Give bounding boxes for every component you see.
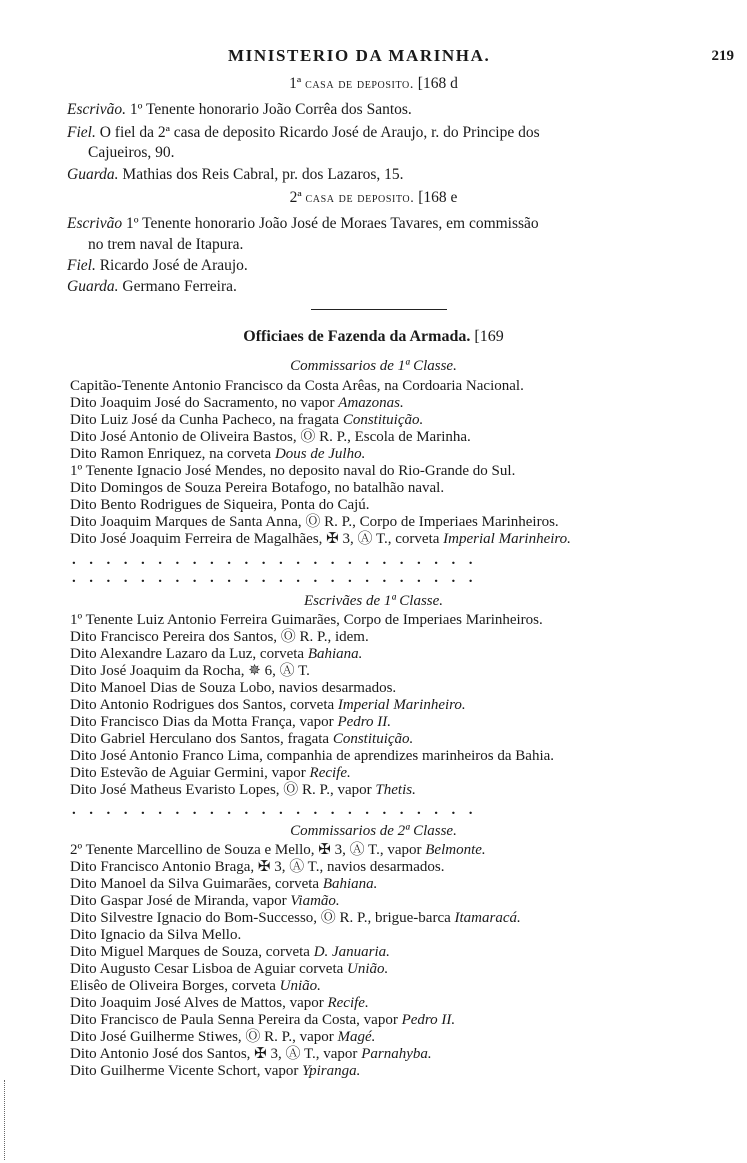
list-item: [70, 910, 521, 927]
subheading-commissarios-1: Commissarios de 1ª Classe.: [290, 358, 457, 374]
item-text: Dito José Joaquim Ferreira de Magalhães, ✠ 3, Ⓐ T., corveta: [70, 531, 444, 547]
list-item: [70, 978, 321, 995]
list-item: Capitão-Tenente Antonio Francisco da Costa Arêas, na Cordoaria Nacional.: [70, 378, 524, 394]
entry-escrivao: [67, 101, 412, 118]
list-item: [70, 714, 391, 731]
list-item: [70, 1063, 360, 1080]
role-label: Guarda.: [67, 278, 119, 295]
list-item: [70, 395, 404, 412]
item-text: Dito Francisco de Paula Senna Pereira da Costa, vapor: [70, 1012, 402, 1028]
ship-name: D. Januaria.: [313, 944, 390, 960]
subheading-escrivaes-1: Escrivães de 1ª Classe.: [303, 593, 444, 609]
main-section-title: [0, 328, 747, 345]
heading-text: casa de deposito.: [305, 191, 415, 206]
heading-text: casa de deposito.: [305, 77, 414, 92]
item-text: Dito Ramon Enriquez, na corveta: [70, 446, 275, 462]
ship-name: Recife.: [309, 765, 351, 781]
ship-name: Itamaracá.: [454, 910, 521, 926]
ship-name: Constituição.: [342, 412, 424, 428]
ship-name: Viamão.: [290, 893, 340, 909]
ship-name: Imperial Marinheiro.: [443, 531, 571, 547]
item-text: Dito Joaquim José Alves de Mattos, vapor: [70, 995, 328, 1011]
item-text: Dito Gaspar José de Miranda, vapor: [70, 893, 291, 909]
section-heading-casa-2: [0, 189, 747, 207]
heading-ref: [168 d: [413, 75, 458, 92]
ship-name: Thetis.: [375, 782, 416, 798]
role-label: Escrivão: [67, 215, 123, 232]
entry-text: 1º Tenente honorario João Corrêa dos Santos.: [125, 101, 412, 118]
ship-name: Pedro II.: [401, 1012, 456, 1028]
entry-fiel: [67, 124, 540, 141]
entry-guarda: [67, 166, 404, 183]
entry-text: Mathias dos Reis Cabral, pr. dos Lazaros, 15.: [118, 166, 404, 183]
heading-ref: [168 e: [414, 189, 458, 206]
heading-ordinal: 1ª: [289, 75, 306, 92]
item-text: Dito José Guilherme Stiwes, Ⓞ R. P., vapor: [70, 1029, 338, 1045]
list-item: [70, 531, 571, 548]
item-text: Dito Luiz José da Cunha Pacheco, na fragata: [70, 412, 343, 428]
list-item: [70, 446, 365, 463]
role-label: Fiel.: [67, 257, 96, 274]
list-item: [70, 1046, 432, 1063]
list-item: Dito Domingos de Souza Pereira Botafogo, no batalhão naval.: [70, 480, 445, 496]
ship-name: Imperial Marinheiro.: [337, 697, 466, 713]
list-item: [70, 944, 390, 961]
list-item: [70, 412, 423, 429]
item-text: Dito Antonio Rodrigues dos Santos, corveta: [70, 697, 338, 713]
entry-text: 1º Tenente honorario João José de Moraes Tavares, em commissão: [122, 215, 539, 232]
section-heading-casa-1: [0, 75, 747, 93]
list-item: [70, 876, 377, 893]
list-item: Dito Francisco Pereira dos Santos, Ⓞ R. P., idem.: [70, 629, 369, 645]
list-item: [70, 893, 340, 910]
list-item: [70, 961, 388, 978]
list-item: [70, 842, 486, 859]
ship-name: União.: [347, 961, 389, 977]
list-item: Dito Ignacio da Silva Mello.: [70, 927, 242, 943]
entry-escrivao-cont: no trem naval de Itapura.: [88, 236, 244, 253]
page-number: 219: [711, 48, 734, 64]
entry-fiel: [67, 257, 248, 274]
item-text: Dito Joaquim José do Sacramento, no vapor: [70, 395, 339, 411]
role-label: Fiel.: [67, 124, 96, 141]
main-title-ref: [169: [470, 328, 504, 345]
item-text: Dito José Matheus Evaristo Lopes, Ⓞ R. P., vapor: [70, 782, 376, 798]
entry-text: Germano Ferreira.: [118, 278, 237, 295]
ship-name: Magé.: [337, 1029, 376, 1045]
ship-name: Amazonas.: [338, 395, 404, 411]
ship-name: Bahiana.: [307, 646, 363, 662]
item-text: Dito Miguel Marques de Souza, corveta: [70, 944, 314, 960]
list-item: [70, 646, 362, 663]
ship-name: Belmonte.: [425, 842, 486, 858]
list-item: [70, 995, 369, 1012]
list-item: Dito José Joaquim da Rocha, ✵ 6, Ⓐ T.: [70, 663, 310, 679]
list-item: Dito José Antonio Franco Lima, companhia de aprendizes marinheiros da Bahia.: [70, 748, 555, 764]
item-text: Elisêo de Oliveira Borges, corveta: [70, 978, 280, 994]
subheading-commissarios-2: Commissarios de 2ª Classe.: [290, 823, 457, 839]
list-item: 1º Tenente Ignacio José Mendes, no deposito naval do Rio-Grande do Sul.: [70, 463, 516, 479]
list-item: Dito Manoel Dias de Souza Lobo, navios desarmados.: [70, 680, 397, 696]
binding-margin-mark: [4, 1080, 5, 1160]
section-divider: [311, 309, 447, 310]
entry-text: Ricardo José de Araujo.: [95, 257, 248, 274]
item-text: Dito Manoel da Silva Guimarães, corveta: [70, 876, 323, 892]
entry-text: O fiel da 2ª casa de deposito Ricardo José de Araujo, r. do Principe dos: [95, 124, 540, 141]
item-text: Dito Francisco Dias da Motta França, vapor: [70, 714, 338, 730]
main-title-text: Officiaes de Fazenda da Armada.: [243, 328, 471, 345]
entry-fiel-cont: Cajueiros, 90.: [88, 144, 175, 161]
ship-name: Ypiranga.: [302, 1063, 361, 1079]
list-item: [70, 782, 416, 799]
list-item: Dito José Antonio de Oliveira Bastos, Ⓞ R. P., Escola de Marinha.: [70, 429, 471, 445]
item-text: Dito Estevão de Aguiar Germini, vapor: [70, 765, 310, 781]
item-text: 2º Tenente Marcellino de Souza e Mello, ✠ 3, Ⓐ T., vapor: [70, 842, 426, 858]
ship-name: Recife.: [327, 995, 369, 1011]
list-item: [70, 697, 466, 714]
ship-name: Dous de Julho.: [274, 446, 366, 462]
ship-name: Constituição.: [332, 731, 414, 747]
role-label: Escrivão.: [67, 101, 126, 118]
ship-name: Parnahyba.: [361, 1046, 432, 1062]
item-text: Dito Antonio José dos Santos, ✠ 3, Ⓐ T., vapor: [70, 1046, 362, 1062]
ellipsis-row: ........................: [72, 570, 486, 586]
ship-name: Pedro II.: [337, 714, 392, 730]
list-item: [70, 765, 351, 782]
heading-ordinal: 2ª: [289, 189, 306, 206]
ship-name: Bahiana.: [322, 876, 378, 892]
list-item: [70, 731, 413, 748]
list-item: Dito Joaquim Marques de Santa Anna, Ⓞ R. P., Corpo de Imperiaes Marinheiros.: [70, 514, 559, 530]
list-item: [70, 1012, 455, 1029]
item-text: Dito Alexandre Lazaro da Luz, corveta: [70, 646, 308, 662]
running-title: MINISTERIO DA MARINHA.: [228, 46, 491, 65]
item-text: Dito Guilherme Vicente Schort, vapor: [70, 1063, 303, 1079]
list-item: 1º Tenente Luiz Antonio Ferreira Guimarães, Corpo de Imperiaes Marinheiros.: [70, 612, 543, 628]
list-item: [70, 1029, 375, 1046]
item-text: Dito Gabriel Herculano dos Santos, fragata: [70, 731, 333, 747]
ellipsis-row: ........................: [72, 802, 486, 818]
entry-guarda: [67, 278, 237, 295]
ellipsis-row: ........................: [72, 552, 486, 568]
ship-name: União.: [279, 978, 321, 994]
item-text: Dito Augusto Cesar Lisboa de Aguiar corveta: [70, 961, 348, 977]
entry-escrivao: [67, 215, 539, 232]
item-text: Dito Silvestre Ignacio do Bom-Successo, Ⓞ R. P., brigue-barca: [70, 910, 455, 926]
list-item: Dito Francisco Antonio Braga, ✠ 3, Ⓐ T., navios desarmados.: [70, 859, 445, 875]
running-header: [0, 46, 747, 70]
list-item: Dito Bento Rodrigues de Siqueira, Ponta do Cajú.: [70, 497, 370, 513]
role-label: Guarda.: [67, 166, 119, 183]
